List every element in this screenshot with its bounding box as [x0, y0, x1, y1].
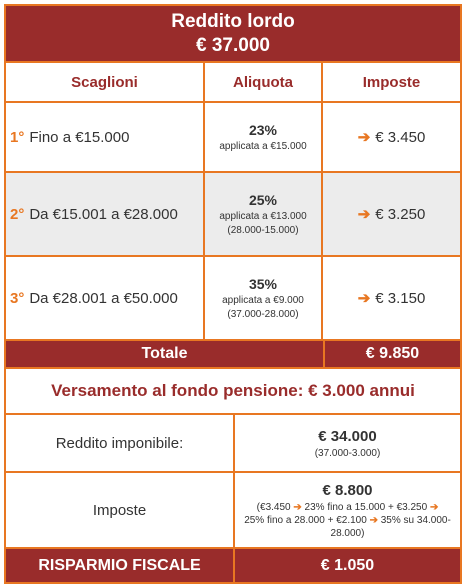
- taxes-detail-part: 23% fino a 15.000 + €3.250: [304, 501, 428, 513]
- arrow-right-icon: ➔: [293, 501, 302, 513]
- taxes-detail-part: 25% fino a 28.000 + €2.100: [244, 514, 367, 526]
- bracket-range: Fino a €15.000: [29, 128, 130, 146]
- rate-detail: (37.000-28.000): [227, 309, 299, 320]
- taxable-income-cell: [235, 415, 460, 473]
- bracket-cell: [6, 173, 205, 257]
- rate-cell: [205, 257, 323, 341]
- tax-value: € 3.450: [375, 128, 426, 146]
- rate-applied: applicata a €15.000: [219, 141, 307, 152]
- bracket-cell: [6, 257, 205, 341]
- taxable-income-value: € 34.000: [318, 427, 377, 445]
- column-header-taxes: Imposte: [323, 63, 460, 103]
- pension-row: [6, 369, 460, 415]
- taxes-label: Imposte: [6, 473, 235, 549]
- column-header-rate: Aliquota: [205, 63, 323, 103]
- gross-income-amount: € 37.000: [196, 34, 270, 56]
- tax-value: € 3.150: [375, 289, 426, 307]
- rate-applied: applicata a €9.000: [222, 295, 304, 306]
- total-row: [6, 341, 460, 369]
- rate-percent: 35%: [248, 276, 278, 292]
- rate-detail: (28.000-15.000): [227, 225, 299, 236]
- tax-value: € 3.250: [375, 205, 426, 223]
- taxes-detail-part: 35% su 34.000-28.000): [330, 514, 451, 539]
- taxable-income-row: [6, 415, 460, 473]
- rate-cell: [205, 173, 323, 257]
- bracket-range: Da €28.001 a €50.000: [29, 289, 178, 307]
- column-header-brackets: Scaglioni: [6, 63, 205, 103]
- taxes-detail: [235, 501, 460, 540]
- rate-cell: [205, 103, 323, 173]
- rate-percent: 23%: [248, 122, 278, 138]
- arrow-right-icon: ➔: [429, 501, 439, 513]
- total-value: € 9.850: [325, 341, 460, 369]
- tax-cell: [323, 173, 460, 257]
- tax-table: [4, 4, 462, 584]
- table-row: [6, 103, 460, 173]
- arrow-right-icon: ➔: [357, 290, 371, 307]
- tax-cell: [323, 257, 460, 341]
- taxable-income-detail: (37.000-3.000): [314, 447, 381, 459]
- arrow-right-icon: ➔: [357, 129, 371, 146]
- arrow-right-icon: ➔: [357, 206, 371, 223]
- bracket-range: Da €15.001 a €28.000: [29, 205, 178, 223]
- bracket-cell: [6, 103, 205, 173]
- bracket-ordinal: 1°: [10, 128, 25, 146]
- tax-savings-value: € 1.050: [235, 549, 460, 582]
- table-row: [6, 257, 460, 341]
- tax-cell: [323, 103, 460, 173]
- table-row: [6, 173, 460, 257]
- gross-income-header: [6, 6, 460, 63]
- gross-income-cell: [6, 6, 460, 63]
- bracket-ordinal: 3°: [10, 289, 25, 307]
- tax-savings-row: [6, 549, 460, 582]
- taxable-income-label: Reddito imponibile:: [6, 415, 235, 473]
- rate-applied: applicata a €13.000: [219, 211, 307, 222]
- gross-income-title: Reddito lordo: [171, 10, 295, 32]
- arrow-right-icon: ➔: [369, 514, 378, 526]
- pension-text: Versamento al fondo pensione: € 3.000 annui: [6, 369, 460, 415]
- column-headers: [6, 63, 460, 103]
- tax-savings-label: RISPARMIO FISCALE: [6, 549, 235, 582]
- rate-percent: 25%: [248, 192, 278, 208]
- total-label: Totale: [6, 341, 325, 369]
- taxes-detail-part: (€3.450: [256, 501, 291, 513]
- taxes-cell: [235, 473, 460, 549]
- taxes-value: € 8.800: [322, 481, 373, 499]
- bracket-ordinal: 2°: [10, 205, 25, 223]
- taxes-row: [6, 473, 460, 549]
